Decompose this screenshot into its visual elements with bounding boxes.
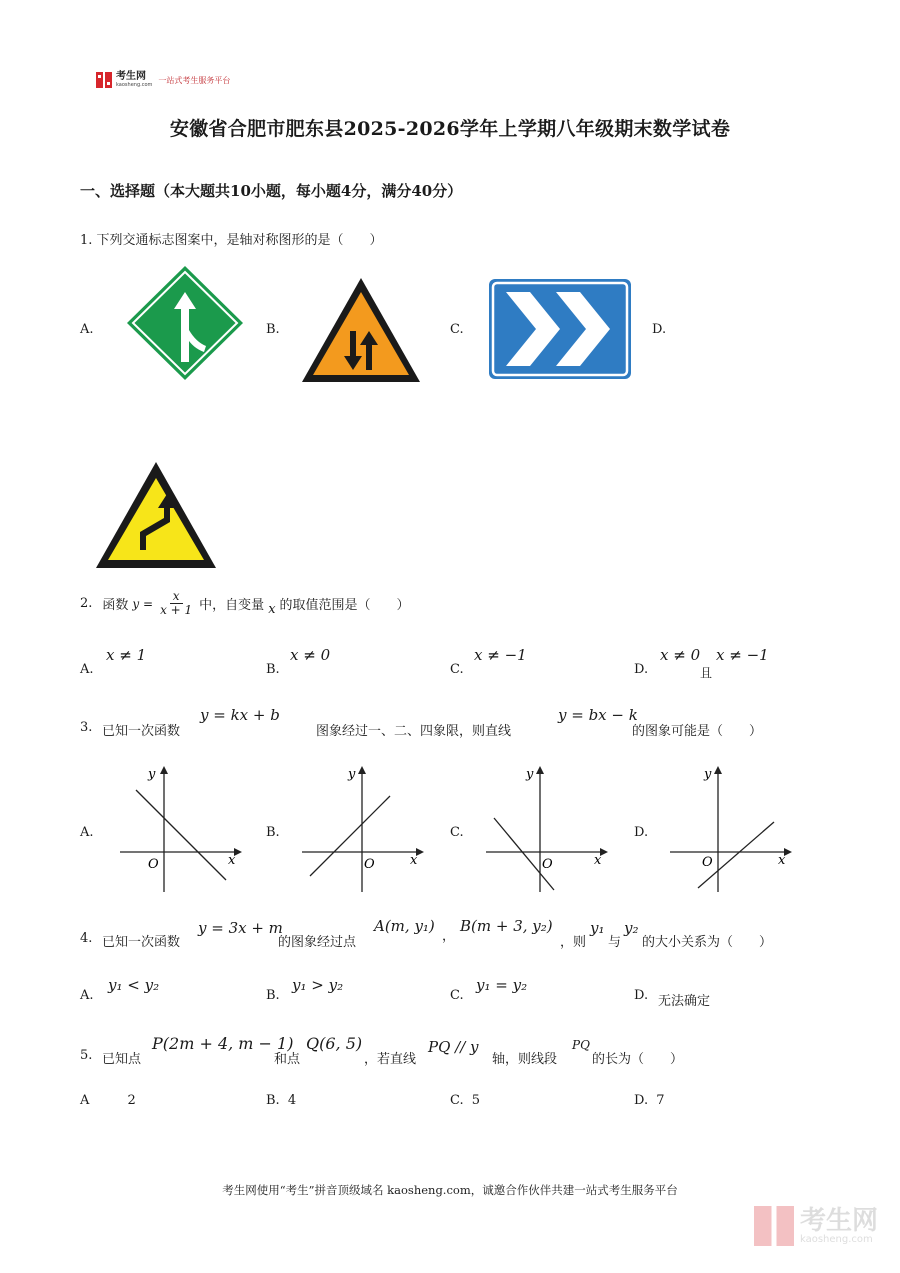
- q4-text-yu: 与: [608, 935, 622, 950]
- q3-option-d-label: D.: [634, 825, 649, 840]
- q3-number: 3.: [80, 720, 93, 735]
- q4-option-b: [266, 976, 446, 1010]
- watermark: [754, 1206, 878, 1246]
- watermark-text-block: [799, 1205, 878, 1245]
- q3-graph-d-x-label: x: [778, 853, 786, 868]
- q4-option-c: [450, 976, 630, 1010]
- q2-number: 2.: [80, 596, 93, 611]
- q2-stem: [80, 590, 410, 617]
- page-footer: 考生网使用“考生”拼音顶级域名 kaosheng.com，诚邀合作伙伴共建一站式考生服务平台: [222, 1183, 678, 1197]
- q1-option-b-label: B.: [266, 322, 280, 337]
- chevron-sign-icon: [488, 278, 632, 380]
- q4-point-a: A(m, y₁): [374, 917, 435, 935]
- q1-option-a-label: A.: [80, 322, 94, 337]
- q4-text-post: 的大小关系为（ ）: [642, 935, 773, 950]
- q3-option-b-label: B.: [266, 825, 280, 840]
- q4-text-mid2: ，则: [560, 935, 587, 950]
- q3-graph-c-x-label: x: [594, 853, 602, 868]
- q2-y-equals: y =: [132, 596, 154, 611]
- q3-graph-b-origin: O: [364, 857, 375, 872]
- q5-option-c: [450, 1093, 480, 1108]
- q5-option-b-value: 4: [287, 1093, 297, 1108]
- watermark-domain: kaosheng.com: [799, 1233, 873, 1245]
- q4-option-c-math: y₁ = y₂: [476, 976, 528, 994]
- q4-option-d-label: D.: [634, 988, 649, 1003]
- section-heading: 一、选择题（本大题共10小题，每小题4分，满分40分）: [80, 182, 463, 200]
- q3-stem: [80, 706, 860, 740]
- q2-fraction: [157, 590, 195, 617]
- logo-domain: kaosheng.com: [116, 82, 153, 88]
- q3-graph-b-x-label: x: [410, 853, 418, 868]
- merge-sign-icon: [124, 264, 246, 382]
- q4-option-d: [634, 976, 814, 1010]
- q2-option-d-label: D.: [634, 662, 649, 677]
- q3-formula-1: y = kx + b: [200, 706, 280, 724]
- logo-text-block: [116, 72, 152, 88]
- q5-point-q: Q(6, 5): [306, 1034, 363, 1053]
- winding-road-sign-icon: [94, 460, 218, 570]
- q2-fraction-numerator: x: [170, 590, 183, 604]
- q5-text-mid3: 轴，则线段: [492, 1052, 558, 1067]
- q2-text-post: 的取值范围是（ ）: [279, 598, 410, 613]
- q5-option-c-value: 5: [471, 1093, 481, 1108]
- q5-text-mid2: ，若直线: [364, 1052, 417, 1067]
- q3-graph-a-x-label: x: [228, 853, 236, 868]
- q4-stem: [80, 915, 880, 949]
- q4-option-b-label: B.: [266, 988, 280, 1003]
- q3-formula-2: y = bx − k: [558, 706, 638, 724]
- q4-comma: ，: [442, 929, 456, 944]
- q2-option-b-label: B.: [266, 662, 280, 677]
- q5-text-post: 的长为（ ）: [592, 1052, 684, 1067]
- q5-option-a: [80, 1093, 136, 1108]
- q5-point-p: P(2m + 4, m − 1): [152, 1034, 294, 1053]
- q4-formula: y = 3x + m: [198, 919, 283, 937]
- q5-option-d-value: 7: [656, 1093, 665, 1108]
- q5-option-b: [266, 1093, 296, 1108]
- two-way-traffic-sign-icon: [300, 276, 422, 384]
- q3-graph-b-y-label: y: [348, 767, 356, 782]
- q4-option-a-math: y₁ < y₂: [108, 976, 160, 994]
- q2-option-c-label: C.: [450, 662, 464, 677]
- q2-option-d-conjunction: 且: [700, 666, 713, 680]
- q4-option-a-label: A.: [80, 988, 94, 1003]
- q2-text-pre: 函数: [102, 598, 129, 613]
- q3-option-a-label: A.: [80, 825, 94, 840]
- q3-text-pre: 已知一次函数: [102, 724, 181, 739]
- q5-option-a-label: A: [80, 1093, 90, 1108]
- q4-text-mid: 的图象经过点: [278, 935, 357, 950]
- q3-graph-a: [118, 762, 244, 894]
- q5-option-c-label: C.: [450, 1093, 464, 1108]
- q4-number: 4.: [80, 931, 93, 946]
- q5-number: 5.: [80, 1048, 93, 1063]
- q2-text-mid: 中，自变量: [199, 598, 265, 613]
- q4-option-d-text: 无法确定: [658, 994, 711, 1009]
- q2-option-c: [450, 646, 630, 682]
- q5-segment: PQ: [572, 1038, 590, 1052]
- q4-option-c-label: C.: [450, 988, 464, 1003]
- q5-text-pre: 已知点: [102, 1052, 142, 1067]
- q1-option-c-label: C.: [450, 322, 464, 337]
- q1-stem: 1. 下列交通标志图案中，是轴对称图形的是（ ）: [80, 233, 383, 248]
- q2-option-b-math: x ≠ 0: [290, 646, 331, 664]
- q3-graph-a-origin: O: [148, 857, 159, 872]
- q2-option-d-math: x ≠ 0: [660, 646, 701, 664]
- logo-name: 考生网: [116, 71, 146, 82]
- q5-option-a-value: 2: [127, 1093, 136, 1108]
- q2-variable: x: [268, 602, 276, 617]
- q1-option-d-label: D.: [652, 322, 667, 337]
- q3-text-post: 的图象可能是（ ）: [632, 724, 763, 739]
- q3-graph-d-origin: O: [702, 855, 713, 870]
- q2-option-a-math: x ≠ 1: [106, 646, 147, 664]
- q4-point-b: B(m + 3, y₂): [460, 917, 553, 935]
- q3-graph-b: [300, 762, 426, 894]
- watermark-logo-icon: [754, 1206, 794, 1246]
- q5-stem: [80, 1032, 880, 1068]
- q3-option-c-label: C.: [450, 825, 464, 840]
- q3-graph-c-origin: O: [542, 857, 553, 872]
- q2-fraction-denominator: x + 1: [160, 603, 193, 617]
- q4-option-a: [80, 976, 260, 1010]
- q4-y2: y₂: [624, 919, 639, 937]
- q2-option-d-math2: x ≠ −1: [716, 646, 769, 664]
- q5-option-b-label: B.: [266, 1093, 280, 1108]
- kaosheng-logo-icon: [96, 72, 112, 88]
- q3-graph-c: [484, 762, 610, 894]
- q3-graph-d-y-label: y: [704, 767, 712, 782]
- q2-option-a: [80, 646, 260, 682]
- q3-graph-c-y-label: y: [526, 767, 534, 782]
- q5-text-mid: 和点: [274, 1052, 301, 1067]
- q5-line: PQ // y: [428, 1038, 479, 1056]
- q5-option-d-label: D.: [634, 1093, 649, 1108]
- q4-y1: y₁: [590, 919, 605, 937]
- q2-option-c-math: x ≠ −1: [474, 646, 527, 664]
- q4-text-pre: 已知一次函数: [102, 935, 181, 950]
- q4-option-b-math: y₁ > y₂: [292, 976, 344, 994]
- q2-option-d: [634, 646, 834, 682]
- logo-slogan: 一站式考生服务平台: [158, 75, 231, 85]
- q3-text-mid: 图象经过一、二、四象限，则直线: [316, 724, 512, 739]
- q2-option-a-label: A.: [80, 662, 94, 677]
- watermark-name: 考生网: [799, 1205, 878, 1236]
- q3-graph-a-y-label: y: [148, 767, 156, 782]
- q5-option-d: [634, 1093, 665, 1108]
- q3-graph-d: [668, 762, 794, 894]
- page-title: 安徽省合肥市肥东县2025-2026学年上学期八年级期末数学试卷: [169, 118, 731, 140]
- header-logo: [96, 72, 230, 88]
- q2-option-b: [266, 646, 446, 682]
